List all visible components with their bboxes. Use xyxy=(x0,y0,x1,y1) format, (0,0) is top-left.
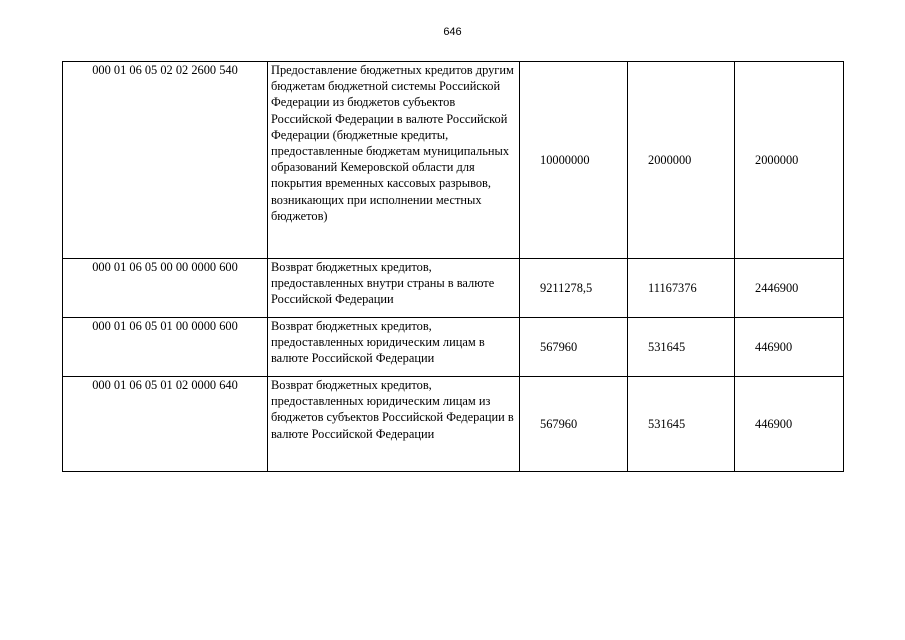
value-cell-3: 446900 xyxy=(735,318,844,377)
description-cell: Возврат бюджетных кредитов, предоставленных юридическим лицам из бюджетов субъектов Российской Федерации в валюте Российской Федерации xyxy=(268,377,520,472)
value-cell-2: 2000000 xyxy=(628,62,735,259)
budget-code-cell: 000 01 06 05 00 00 0000 600 xyxy=(63,259,268,318)
budget-table xyxy=(62,61,844,472)
value-cell-2: 11167376 xyxy=(628,259,735,318)
description-cell: Предоставление бюджетных кредитов другим бюджетам бюджетной системы Российской Федерации из бюджетов субъектов Российской Федерации в валюте Российской Федерации (бюджетные кредиты, предоставленные бюджетам муниципальных образований Кемеровской области для покрытия временных кассовых разрывов, возникающих при исполнении местных бюджетов) xyxy=(268,62,520,259)
description-cell: Возврат бюджетных кредитов, предоставленных юридическим лицам в валюте Российской Федерации xyxy=(268,318,520,377)
table-row xyxy=(63,318,844,377)
table-row xyxy=(63,62,844,259)
table-row xyxy=(63,377,844,472)
value-cell-2: 531645 xyxy=(628,377,735,472)
description-cell: Возврат бюджетных кредитов, предоставленных внутри страны в валюте Российской Федерации xyxy=(268,259,520,318)
value-cell-3: 2000000 xyxy=(735,62,844,259)
budget-code-cell: 000 01 06 05 01 00 0000 600 xyxy=(63,318,268,377)
value-cell-3: 446900 xyxy=(735,377,844,472)
budget-code-cell: 000 01 06 05 01 02 0000 640 xyxy=(63,377,268,472)
table-row xyxy=(63,259,844,318)
page-number: 646 xyxy=(443,26,462,38)
value-cell-1: 10000000 xyxy=(520,62,628,259)
value-cell-3: 2446900 xyxy=(735,259,844,318)
value-cell-1: 567960 xyxy=(520,318,628,377)
value-cell-1: 9211278,5 xyxy=(520,259,628,318)
value-cell-2: 531645 xyxy=(628,318,735,377)
value-cell-1: 567960 xyxy=(520,377,628,472)
budget-code-cell: 000 01 06 05 02 02 2600 540 xyxy=(63,62,268,259)
